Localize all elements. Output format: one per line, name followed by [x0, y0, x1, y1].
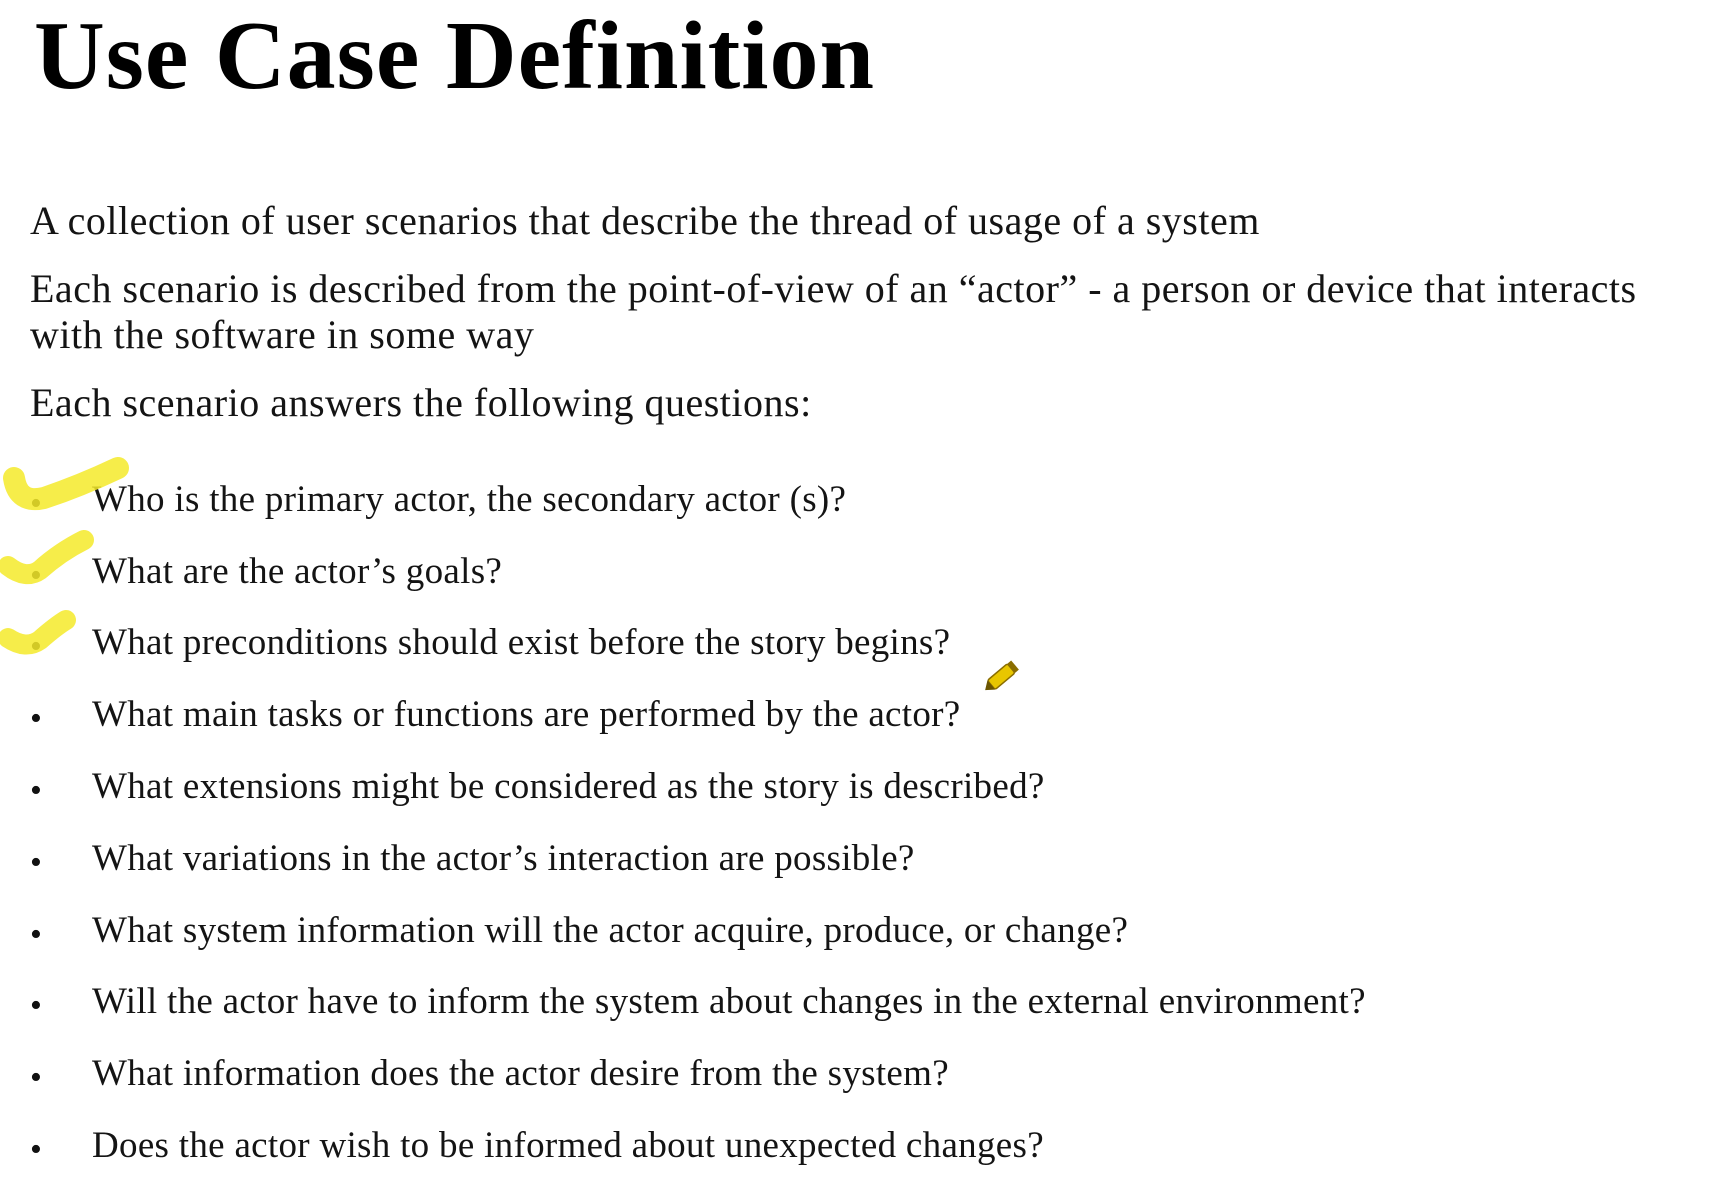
list-item	[0, 692, 1712, 740]
list-item-text: What are the actor’s goals?	[92, 551, 503, 592]
list-item	[0, 1123, 1712, 1171]
list-item	[0, 979, 1712, 1027]
list-item	[0, 1051, 1712, 1099]
list-item	[0, 836, 1712, 884]
bullet-icon: •	[30, 557, 42, 594]
list-item	[0, 764, 1712, 812]
bullet-icon: •	[30, 844, 42, 881]
list-item-text: What information does the actor desire from the system?	[92, 1053, 949, 1094]
list-item-text: Does the actor wish to be informed about unexpected changes?	[92, 1125, 1044, 1166]
slide-title: Use Case Definition	[34, 2, 876, 110]
bullet-icon: •	[30, 772, 42, 809]
list-item-text: Who is the primary actor, the secondary actor (s)?	[92, 479, 847, 520]
list-item	[0, 477, 1712, 525]
bullet-icon: •	[30, 1059, 42, 1096]
paragraph-questions-intro: Each scenario answers the following questions:	[30, 380, 812, 425]
list-item	[0, 620, 1712, 668]
bullet-icon: •	[30, 916, 42, 953]
list-item-text: What variations in the actor’s interaction are possible?	[92, 838, 915, 879]
paragraph-definition: A collection of user scenarios that describe the thread of usage of a system	[30, 198, 1260, 243]
list-item-text: Will the actor have to inform the system about changes in the external environment?	[92, 981, 1366, 1022]
list-item-text: What system information will the actor acquire, produce, or change?	[92, 910, 1129, 951]
list-item-text: What extensions might be considered as the story is described?	[92, 766, 1045, 807]
list-item	[0, 908, 1712, 956]
list-item-text: What preconditions should exist before the story begins?	[92, 622, 951, 663]
bullet-icon: •	[30, 1131, 42, 1168]
bullet-icon: •	[30, 700, 42, 737]
paragraph-actor: Each scenario is described from the point-of-view of an “actor” - a person or device that interacts with the software in some way	[30, 266, 1637, 357]
list-item-text: What main tasks or functions are performed by the actor?	[92, 694, 961, 735]
list-item	[0, 549, 1712, 597]
bullet-icon: •	[30, 628, 42, 665]
bullet-icon: •	[30, 485, 42, 522]
bullet-icon: •	[30, 987, 42, 1024]
